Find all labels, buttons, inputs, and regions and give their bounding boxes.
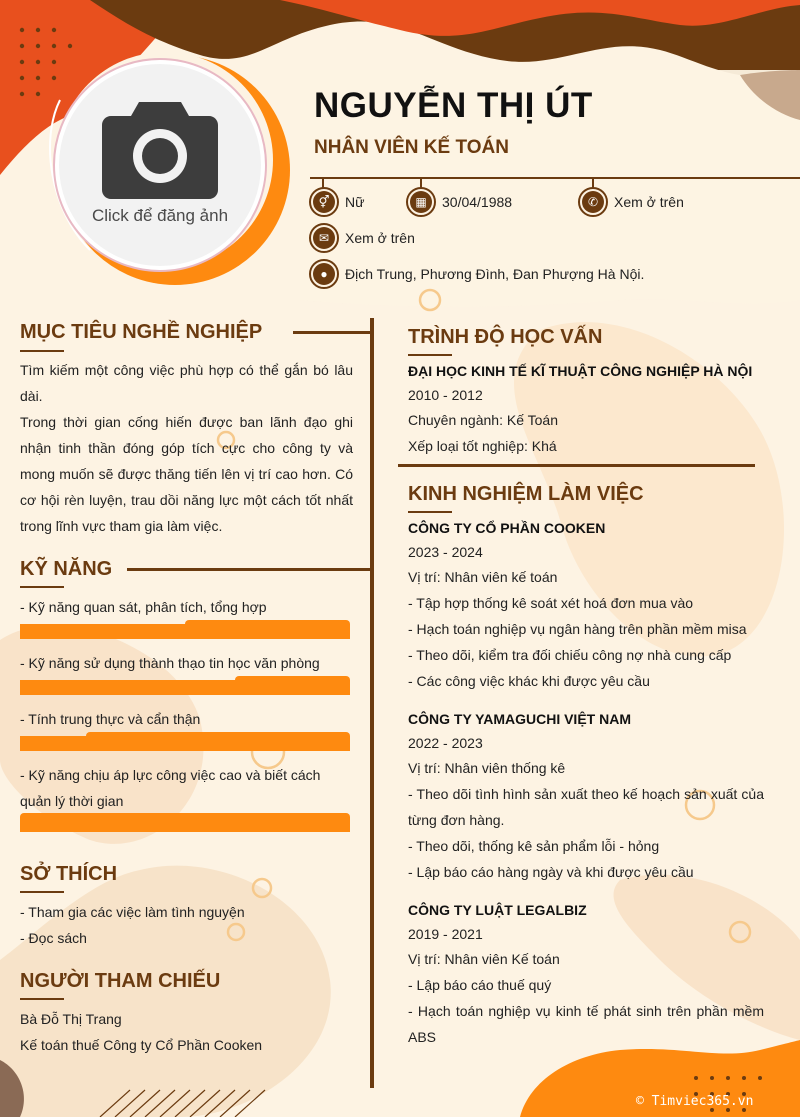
address-value: Địch Trung, Phương Đình, Đan Phượng Hà Nội. [345, 266, 645, 282]
job-period: 2022 - 2023 [408, 735, 483, 751]
skill-bar [20, 736, 350, 751]
hobby-item: - Tham gia các việc làm tình nguyện [20, 904, 245, 920]
experience-underline [408, 511, 452, 513]
gender-icon: ⚥ [309, 187, 339, 217]
phone-value: Xem ở trên [614, 194, 684, 210]
reference-name: Bà Đỗ Thị Trang [20, 1011, 122, 1027]
phone-row [578, 187, 684, 217]
skill-bar-level [235, 676, 350, 680]
education-underline [408, 354, 452, 356]
skill-label: - Kỹ năng quan sát, phân tích, tổng hợp [20, 599, 267, 615]
skill-bar-level [86, 732, 350, 736]
company-name: CÔNG TY CỔ PHẦN COOKEN [408, 520, 606, 536]
job-task: - Lập báo cáo hàng ngày và khi được yêu cầu [408, 864, 694, 880]
skill-bar-level [185, 620, 350, 624]
skills-title: KỸ NĂNG [20, 558, 113, 580]
job-position: Vị trí: Nhân viên thống kê [408, 760, 566, 776]
skills-underline [20, 586, 64, 588]
job-task: - Lập báo cáo thuế quý [408, 977, 552, 993]
job-period: 2019 - 2021 [408, 926, 483, 942]
job-period: 2023 - 2024 [408, 544, 483, 560]
hobbies-underline [20, 891, 64, 893]
email-row [309, 223, 415, 253]
education-rule [398, 464, 755, 467]
email-value: Xem ở trên [345, 230, 415, 246]
photo-upload-area[interactable] [55, 60, 265, 270]
gender-value: Nữ [345, 194, 365, 210]
skill-label: - Kỹ năng sử dụng thành thạo tin học văn phòng [20, 655, 320, 671]
education-major: Chuyên ngành: Kế Toán [408, 412, 558, 428]
skill-bar-level [20, 813, 350, 817]
education-grade: Xếp loại tốt nghiệp: Khá [408, 438, 557, 454]
job-task: - Theo dõi, kiểm tra đối chiếu công nợ nhà cung cấp [408, 647, 732, 663]
job-position: Vị trí: Nhân viên kế toán [408, 569, 558, 585]
job-task: - Theo dõi tình hình sản xuất theo kế hoạch sản xuất của từng đơn hàng. [408, 786, 764, 828]
skill-bar [20, 817, 350, 832]
job-task: - Các công việc khác khi được yêu cầu [408, 673, 650, 689]
job-task: - Hạch toán nghiệp vụ kinh tế phát sinh trên phần mềm ABS [408, 1003, 764, 1045]
job-task: - Hạch toán nghiệp vụ ngân hàng trên phần mềm misa [408, 621, 747, 637]
hobby-item: - Đọc sách [20, 930, 87, 946]
birthday-row [406, 187, 512, 217]
references-title: NGƯỜI THAM CHIẾU [20, 970, 221, 992]
hobbies-title: SỞ THÍCH [20, 863, 118, 885]
company-name: CÔNG TY YAMAGUCHI VIỆT NAM [408, 711, 631, 727]
education-title: TRÌNH ĐỘ HỌC VẤN [408, 326, 603, 348]
gender-row [309, 187, 364, 217]
header-divider [310, 177, 800, 179]
objective-underline [20, 350, 64, 352]
company-name: CÔNG TY LUẬT LEGALBIZ [408, 902, 587, 918]
reference-position: Kế toán thuế Công ty Cổ Phần Cooken [20, 1037, 263, 1053]
address-row [309, 259, 644, 289]
experience-title: KINH NGHIỆM LÀM VIỆC [408, 483, 644, 505]
candidate-name: NGUYỄN THỊ ÚT [314, 86, 593, 125]
photo-caption: Click để đăng ảnh [91, 206, 229, 225]
job-task: - Tập hợp thống kê soát xét hoá đơn mua vào [408, 595, 694, 611]
skills-rule [127, 568, 372, 571]
skill-bar [20, 680, 350, 695]
objective-text: Tìm kiếm một công việc phù hợp có thể gắn bó lâu dài. Trong thời gian cống hiến được ban lãnh đạo ghi nhận tinh thần đóng góp tích cực cho công ty và mong muốn sẽ được thăng tiến lên vị trí cao hơn. Có cơ hội rèn luyện, trau dồi năng lực một cách tốt nhất trong lĩnh vực tham gia làm việc. [20, 362, 353, 534]
birthday-value: 30/04/1988 [442, 194, 513, 210]
job-position: Vị trí: Nhân viên Kế toán [408, 951, 560, 967]
skill-label: - Tính trung thực và cẩn thận [20, 711, 201, 727]
education-period: 2010 - 2012 [408, 387, 483, 403]
objective-title: MỤC TIÊU NGHỀ NGHIỆP [20, 321, 263, 343]
email-icon: ✉ [309, 223, 339, 253]
skill-label: - Kỹ năng chịu áp lực công việc cao và biết cách quản lý thời gian [20, 767, 321, 809]
objective-rule [293, 331, 372, 334]
job-task: - Theo dõi, thống kê sản phẩm lỗi - hỏng [408, 838, 660, 854]
education-school: ĐẠI HỌC KINH TẾ KĨ THUẬT CÔNG NGHIỆP HÀ NỘI [408, 363, 753, 379]
references-underline [20, 998, 64, 1000]
calendar-icon: ▦ [406, 187, 436, 217]
location-pin-icon: ● [309, 259, 339, 289]
skill-bar [20, 624, 350, 639]
camera-icon [101, 96, 219, 200]
phone-icon: ✆ [578, 187, 608, 217]
watermark: © Timviec365.vn [636, 1094, 754, 1109]
avatar-placeholder[interactable] [55, 60, 265, 270]
job-title: NHÂN VIÊN KẾ TOÁN [314, 137, 509, 158]
